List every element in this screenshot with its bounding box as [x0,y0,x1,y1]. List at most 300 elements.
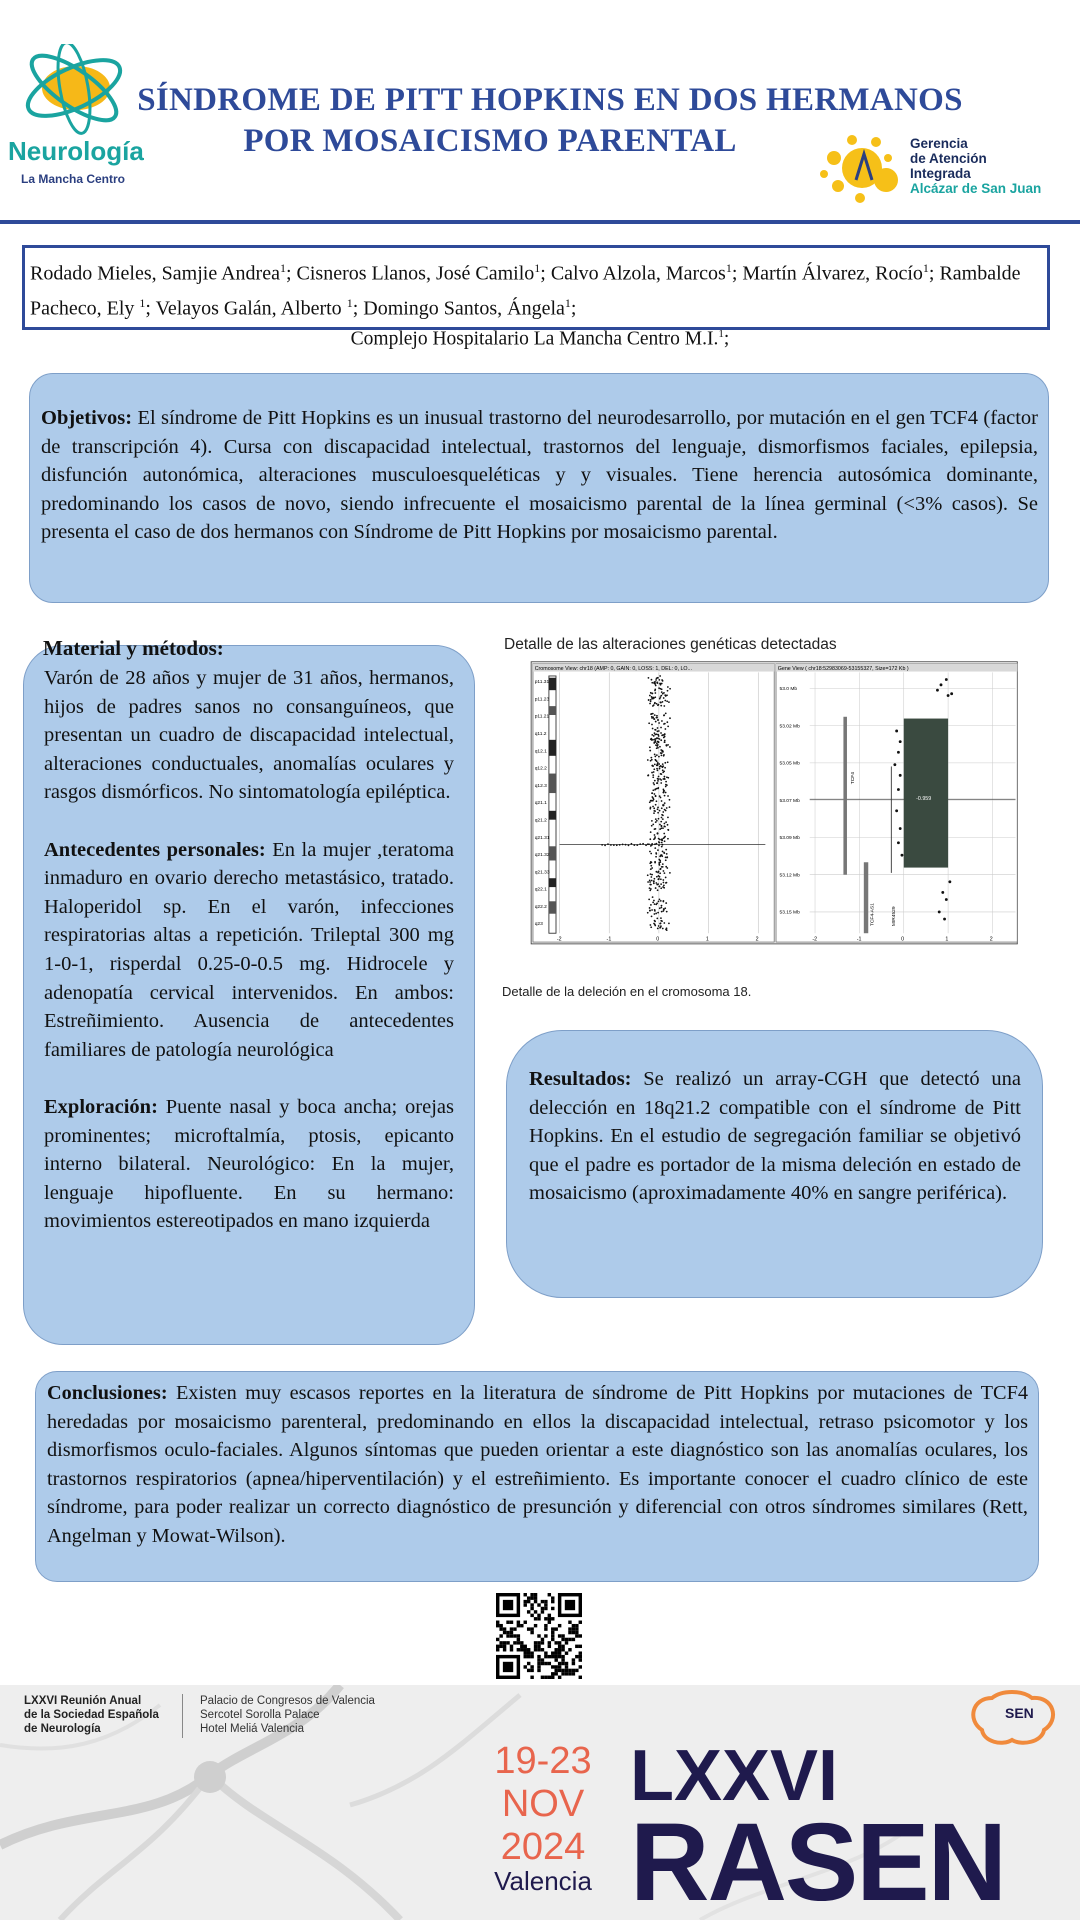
qr-module [537,1634,540,1637]
qr-module [496,1645,499,1648]
cgh-probe-point [656,902,658,904]
logo-subtitle: La Mancha Centro [20,172,125,186]
deleted-probe-point [631,843,633,845]
cgh-probe-point [649,746,651,748]
qr-module [517,1624,520,1627]
mb-label: 53.15 Mb [779,910,800,916]
x-tick-label: 0 [901,936,905,943]
cgh-probe-point [669,688,671,690]
cgh-probe-point [649,889,651,891]
footer-separator [182,1694,183,1738]
cgh-probe-point [647,759,649,761]
author-name: Velayos Galán, Alberto [155,297,347,320]
cgh-probe-point [661,905,663,907]
x-tick-label: 1 [945,936,949,943]
qr-module [499,1627,502,1630]
qr-module [554,1658,557,1661]
cgh-probe-point [662,765,664,767]
cgh-probe-point [655,685,657,687]
deleted-probe-point [633,844,635,846]
qr-module [541,1648,544,1651]
cgh-probe-point [662,693,664,695]
cgh-probe-point [656,677,658,679]
cgh-probe-point [652,789,654,791]
cgh-probe-point [658,878,660,880]
cgh-probe-point [654,910,656,912]
cgh-probe-point [650,692,652,694]
qr-module [527,1651,530,1654]
cgh-probe-point [651,874,653,876]
cgh-probe-point [657,778,659,780]
qr-module [510,1645,513,1648]
qr-module [575,1627,578,1630]
qr-module [551,1600,554,1603]
cgh-probe-point [661,920,663,922]
qr-module [558,1634,561,1637]
cgh-probe-point [666,694,668,696]
cgh-probe-point [658,900,660,902]
qr-module [551,1627,554,1630]
cgh-probe-point [662,910,664,912]
cgh-probe-point [664,907,666,909]
gene-view-panel [776,664,1017,943]
deleted-probe-point [648,843,650,845]
cgh-probe-point [653,735,655,737]
qr-module [565,1651,568,1654]
footer-org-line-3: de Neurología [24,1723,101,1735]
cgh-probe-point [657,833,659,835]
cgh-probe-point [650,699,652,701]
cgh-probe-point [663,887,665,889]
qr-module [551,1631,554,1634]
cgh-probe-point [655,738,657,740]
cgh-probe-point [663,790,665,792]
qr-module [530,1651,533,1654]
cgh-probe-point [661,846,663,848]
cgh-probe-point [660,868,662,870]
cgh-probe-point [654,810,656,812]
deleted-probe-point [651,844,653,846]
cgh-probe-point [658,763,660,765]
cgh-probe-point [655,818,657,820]
cgh-probe-point [655,795,657,797]
gene-probe-point [938,911,941,914]
qr-module [551,1672,554,1675]
author-affiliation-sup: 1 [279,261,286,275]
cgh-probe-point [660,900,662,902]
qr-module [561,1672,564,1675]
cgh-probe-point [665,810,667,812]
affiliation-text: Complejo Hospitalario La Mancha Centro M.I. [350,328,719,350]
qr-module [527,1600,530,1603]
cgh-probe-point [654,714,656,716]
chromosome-band [549,774,556,794]
neurologia-logo [8,44,144,194]
cgh-probe-point [663,770,665,772]
cgh-probe-point [660,925,662,927]
cgh-probe-point [653,812,655,814]
cgh-probe-point [664,823,666,825]
qr-module [558,1655,561,1658]
x-tick-label: -1 [606,936,612,943]
qr-module [561,1669,564,1672]
qr-module [579,1655,582,1658]
footer-venues [200,1694,375,1736]
cgh-probe-point [669,717,671,719]
gene-probe-point [895,730,898,733]
cgh-probe-point [654,838,656,840]
qr-finder-core [565,1600,575,1610]
qr-module [503,1631,506,1634]
objetivos-text: El síndrome de Pitt Hopkins es un inusual trastorno del neurodesarrollo, por mutación en el gen TCF4 (factor de transcripción 4). Cursa con discapacidad intelectual, trastornos del lenguaje, dismorfismos faciales, epilepsia, disfunción autonómica, alteraciones musculoesqueléticas y y visuales. Tiene herencia autosómica dominante, predominando los casos de novo, siendo infrecuente el mosaicismo parental de la línea germinal (<3% casos). Se presenta el caso de dos hermanos con Síndrome de Pitt Hopkins por mosaicismo parental. [41,407,1038,544]
footer-days: 19-23 [494,1740,592,1782]
cgh-probe-point [657,765,659,767]
qr-module [551,1638,554,1641]
qr-module [544,1627,547,1630]
cgh-probe-point [657,806,659,808]
qr-module [558,1669,561,1672]
cgh-probe-point [656,733,658,735]
cgh-probe-point [659,675,661,677]
cgh-probe-point [658,722,660,724]
cgh-probe-point [669,872,671,874]
cgh-probe-point [665,821,667,823]
cgh-probe-point [659,738,661,740]
qr-module [579,1621,582,1624]
cgh-probe-point [649,909,651,911]
cgh-probe-point [664,741,666,743]
band-label: q12.2 [534,766,547,772]
cgh-probe-point [651,724,653,726]
qr-module [537,1662,540,1665]
author-name: Cisneros Llanos, José Camilo [296,262,535,285]
cgh-probe-point [665,786,667,788]
x-tick-label: 2 [755,936,759,943]
conclusiones-text: Existen muy escasos reportes en la literatura de síndrome de Pitt Hopkins por mutaciones de TCF4 heredadas por mosaicismo parenteral, predominando en ellos la discapacidad intelectual, retraso psicomotor y los dismorfismos oculo-faciales. Algunos síntomas que pueden orientar a este diagnóstico son las anomalías oculares, los trastornos respiratorios (apnea/hiperventilación) y el estreñimiento. Es importante conocer el cuadro clínico de este síndrome, para poder realizar un correcto diagnóstico de presunción y diferencial con otros síndromes similares (Rett, Angelman y Mowat-Wilson). [47,1382,1028,1547]
qr-module [537,1614,540,1617]
author-separator: ; [731,262,743,285]
exploracion-text: Puente nasal y boca ancha; orejas prominentes; microftalmía, ptosis, epicanto interno bilateral. Neurológico: En la mujer, lenguaje hipofluente. En su hermano: movimientos estereotipados en mano izquierda [44,1095,454,1233]
qr-module [530,1665,533,1668]
cgh-probe-point [664,700,666,702]
qr-module [572,1631,575,1634]
qr-module [541,1662,544,1665]
exploracion-paragraph [44,1093,454,1236]
cgh-probe-point [656,743,658,745]
qr-module [544,1662,547,1665]
qr-module [496,1624,499,1627]
gene-probe-point [899,774,902,777]
cgh-probe-point [652,697,654,699]
cgh-probe-point [666,807,668,809]
gene-probe-point [940,683,943,686]
qr-module [534,1624,537,1627]
cgh-probe-point [651,867,653,869]
qr-module [548,1614,551,1617]
qr-module [551,1634,554,1637]
footer-event-name: RASEN [630,1801,1006,1924]
cgh-probe-point [656,884,658,886]
chromosome-band [549,846,556,860]
cgh-probe-point [660,702,662,704]
gerencia-line-3: Integrada [910,166,971,181]
cgh-probe-point [649,801,651,803]
band-label: q21.31 [534,835,550,841]
author-affiliation-sup: 1 [346,295,353,310]
qr-module [527,1655,530,1658]
band-label: q12.3 [534,783,547,789]
qr-module [558,1662,561,1665]
qr-module [579,1651,582,1654]
cgh-probe-point [659,923,661,925]
gerencia-text [910,136,1041,196]
logo-brand-text: Neurología [8,136,144,166]
cgh-probe-point [656,754,658,756]
qr-module [524,1621,527,1624]
qr-module [551,1617,554,1620]
cgh-probe-point [667,795,669,797]
cgh-probe-point [654,834,656,836]
title-line-1: SÍNDROME DE PITT HOPKINS EN DOS HERMANOS [137,82,963,118]
cgh-probe-point [662,928,664,930]
cgh-probe-point [660,688,662,690]
cgh-probe-point [655,788,657,790]
cgh-probe-point [667,816,669,818]
cgh-probe-point [665,856,667,858]
qr-module [537,1648,540,1651]
qr-module [544,1600,547,1603]
cgh-probe-point [661,907,663,909]
cgh-probe-point [661,825,663,827]
author-separator: ; [570,297,577,320]
deletion-region [904,719,948,868]
cgh-probe-point [666,745,668,747]
cgh-probe-point [666,784,668,786]
deleted-probe-point [607,843,609,845]
cgh-probe-point [664,802,666,804]
cgh-probe-point [649,703,651,705]
cgh-probe-point [669,806,671,808]
cgh-probe-point [664,723,666,725]
qr-module [551,1607,554,1610]
deleted-probe-point [645,844,647,846]
gene-track-tcf4-as1 [864,862,868,933]
cgh-probe-point [654,756,656,758]
qr-module [510,1627,513,1630]
cgh-probe-point [651,800,653,802]
cgh-probe-point [651,682,653,684]
cgh-probe-point [659,927,661,929]
cgh-probe-point [659,746,661,748]
qr-module [544,1603,547,1606]
deleted-probe-point [625,844,627,846]
footer-organization [24,1694,159,1736]
qr-module [541,1638,544,1641]
cgh-probe-point [659,872,661,874]
cgh-probe-point [654,780,656,782]
qr-module [561,1662,564,1665]
qr-module [579,1676,582,1679]
qr-code[interactable] [496,1593,582,1679]
qr-module [506,1641,509,1644]
qr-module [568,1621,571,1624]
qr-module [517,1634,520,1637]
cgh-probe-point [654,692,656,694]
qr-module [530,1627,533,1630]
qr-module [575,1645,578,1648]
cgh-probe-point [663,882,665,884]
antecedentes-text: En la mujer ,teratoma inmaduro en ovario derecho metastásico, tratado. Haloperidol sp. En el varón, infecciones respiratorias altas a repetición. Trileptal 300 mg 1-0-1, risperdal 0.25-0-0.5 mg. Hidrocele y adenopatía cervical intervenidos. En ambos: Estreñimiento. Ausencia de antecedentes familiares de patología neurológica [44,838,455,1061]
author-separator: ; [145,297,156,320]
gene-probe-point [945,678,948,681]
cgh-probe-point [654,754,656,756]
qr-module [524,1645,527,1648]
cgh-probe-point [661,800,663,802]
band-label: q21.2 [534,818,547,824]
qr-module [524,1600,527,1603]
cgh-probe-point [659,824,661,826]
qr-module [565,1662,568,1665]
cgh-probe-point [656,717,658,719]
cgh-probe-point [648,898,650,900]
cgh-probe-point [662,680,664,682]
cgh-probe-point [656,876,658,878]
cgh-probe-point [657,849,659,851]
gene-label: TCF4 [851,772,857,785]
cgh-probe-point [661,735,663,737]
qr-module [575,1634,578,1637]
genetic-figure [484,660,1068,990]
mb-label: 53.09 Mb [779,836,800,842]
qr-module [558,1624,561,1627]
cgh-probe-point [661,827,663,829]
resultados-panel [506,1030,1043,1298]
qr-module [510,1621,513,1624]
qr-module [561,1634,564,1637]
cgh-probe-point [661,838,663,840]
qr-module [554,1648,557,1651]
footer-month: NOV [501,1783,585,1825]
cgh-probe-point [652,896,654,898]
cgh-probe-point [651,825,653,827]
qr-module [572,1658,575,1661]
qr-module [530,1676,533,1679]
cgh-probe-point [657,719,659,721]
cgh-probe-point [651,716,653,718]
qr-finder-core [503,1600,513,1610]
cgh-probe-point [659,876,661,878]
gerencia-logo [816,128,1066,208]
author-separator: ; [540,262,551,285]
cgh-probe-point [664,840,666,842]
chromosome-view-header: Cromosome View: chr18 (AMP: 0, GAIN: 0, LOSS: 1, DEL: 0, LO... [534,665,692,672]
cgh-probe-point [657,780,659,782]
cgh-probe-point [663,754,665,756]
qr-module [537,1655,540,1658]
qr-module [544,1607,547,1610]
deleted-probe-point [610,844,612,846]
cgh-probe-point [659,898,661,900]
author-affiliation-sup: 1 [564,295,571,310]
qr-module [575,1655,578,1658]
cgh-probe-point [650,904,652,906]
deleted-probe-point [642,843,644,845]
qr-module [530,1655,533,1658]
qr-module [572,1627,575,1630]
cgh-probe-point [649,750,651,752]
qr-module [510,1631,513,1634]
qr-module [558,1648,561,1651]
cgh-probe-point [657,727,659,729]
mb-label: 53.02 Mb [779,724,800,730]
objetivos-label: Objetivos: [41,407,133,429]
cgh-probe-point [653,771,655,773]
qr-module [527,1648,530,1651]
mb-label: 53.07 Mb [779,798,800,804]
cgh-probe-point [660,782,662,784]
cgh-probe-point [667,829,669,831]
cgh-probe-point [654,861,656,863]
qr-module [499,1645,502,1648]
chromosome-band [549,878,556,887]
cgh-probe-point [654,764,656,766]
gene-probe-point [895,809,898,812]
cgh-probe-point [657,812,659,814]
objetivos-panel [29,373,1049,603]
qr-module [530,1596,533,1599]
cgh-probe-point [660,732,662,734]
cgh-probe-point [666,700,668,702]
qr-module [544,1655,547,1658]
qr-module [537,1669,540,1672]
gene-label: TCF4-AS1 [870,903,876,927]
cgh-probe-point [657,762,659,764]
cgh-probe-point [667,690,669,692]
cgh-probe-point [657,787,659,789]
author-name: Rambalde Pacheco, Ely [30,262,1021,320]
cgh-probe-point [656,782,658,784]
cgh-probe-point [652,765,654,767]
resultados-text: Se realizó un array-CGH que detectó una delección en 18q21.2 compatible con el síndrome de Pitt Hopkins. En el estudio de segregación familiar se objetivó que el padre es portador de la misma deleción en estado de mosaicismo (aproximadamente 40% en sangre periférica). [529,1068,1021,1205]
cgh-probe-point [658,741,660,743]
cgh-probe-point [658,859,660,861]
gene-view-header: Gene View ( chr18:52983069-53155327, Size=172 Kb ) [777,665,909,672]
cgh-probe-point [667,725,669,727]
qr-module [568,1672,571,1675]
cgh-probe-point [653,807,655,809]
qr-module [572,1638,575,1641]
cgh-probe-point [660,749,662,751]
cgh-probe-point [661,911,663,913]
x-tick-label: -2 [812,936,818,943]
gene-probe-point [901,854,904,857]
cgh-probe-point [656,918,658,920]
cgh-probe-point [650,865,652,867]
cgh-probe-point [651,734,653,736]
footer-dates [478,1740,608,1869]
cgh-probe-point [664,837,666,839]
cgh-probe-point [653,793,655,795]
cgh-probe-point [664,694,666,696]
cgh-probe-point [659,907,661,909]
mb-label: 53.12 Mb [779,873,800,879]
cgh-probe-point [667,686,669,688]
qr-module [544,1617,547,1620]
qr-module [554,1627,557,1630]
qr-module [503,1641,506,1644]
cgh-probe-point [656,703,658,705]
band-label: q12.1 [534,749,547,755]
